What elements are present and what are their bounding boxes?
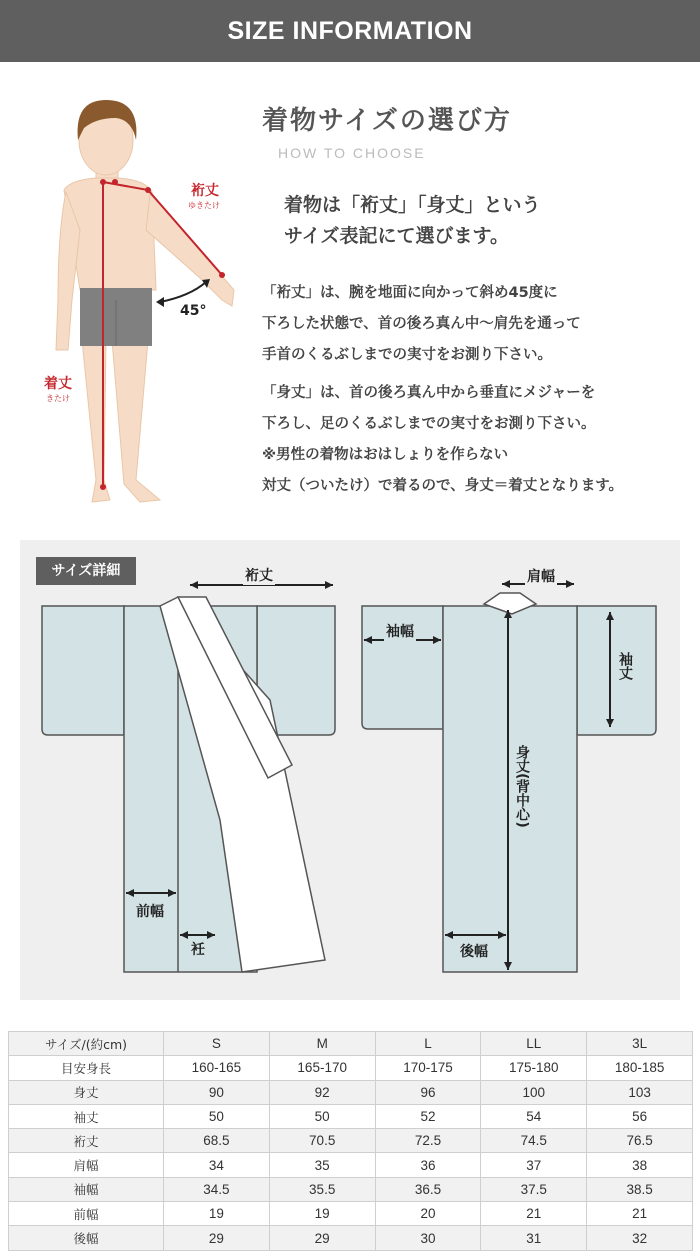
- angle-label: 45°: [180, 303, 207, 319]
- table-cell: 100: [481, 1080, 587, 1104]
- description-line: 対丈（ついたけ）で着るので、身丈＝着丈となります。: [262, 478, 624, 494]
- row-label-cell: 肩幅: [9, 1153, 164, 1177]
- table-row: [9, 1080, 693, 1104]
- table-header-cell: 3L: [587, 1032, 693, 1056]
- table-cell: 38: [587, 1153, 693, 1177]
- kitake-reading: きたけ: [46, 394, 70, 403]
- table-cell: 29: [269, 1226, 375, 1250]
- table-cell: 90: [164, 1080, 270, 1104]
- table-cell: 20: [375, 1202, 481, 1226]
- table-cell: 34.5: [164, 1177, 270, 1201]
- table-cell: 175-180: [481, 1056, 587, 1080]
- row-label-cell: 身丈: [9, 1080, 164, 1104]
- table-row: [9, 1177, 693, 1201]
- maehaba-label: 前幅: [134, 901, 166, 921]
- description-line: 下ろした状態で、首の後ろ真ん中～肩先を通って: [262, 316, 581, 332]
- table-cell: 30: [375, 1226, 481, 1250]
- description-line: 「裄丈」は、腕を地面に向かって斜め45度に: [262, 285, 558, 301]
- table-cell: 36: [375, 1153, 481, 1177]
- sodehaba-label: 袖幅: [384, 621, 416, 641]
- table-header-cell: L: [375, 1032, 481, 1056]
- table-cell: 76.5: [587, 1129, 693, 1153]
- table-cell: 37.5: [481, 1177, 587, 1201]
- table-header-row: [9, 1032, 693, 1056]
- table-row: [9, 1056, 693, 1080]
- yukitake-label: 裄丈: [243, 565, 275, 585]
- table-cell: 19: [269, 1202, 375, 1226]
- table-cell: 19: [164, 1202, 270, 1226]
- table-cell: 36.5: [375, 1177, 481, 1201]
- header-bar: [0, 0, 700, 62]
- table-header-cell: S: [164, 1032, 270, 1056]
- row-label-cell: 後幅: [9, 1226, 164, 1250]
- guide-lead: [284, 190, 541, 252]
- table-cell: 52: [375, 1104, 481, 1128]
- table-cell: 50: [164, 1104, 270, 1128]
- table-cell: 32: [587, 1226, 693, 1250]
- table-cell: 34: [164, 1153, 270, 1177]
- yukitake-reading: ゆきたけ: [188, 201, 220, 210]
- table-cell: 70.5: [269, 1129, 375, 1153]
- table-row: [9, 1202, 693, 1226]
- ushirohaba-label: 後幅: [458, 941, 490, 961]
- yukitake-figure-label: 裄丈: [191, 183, 219, 199]
- body-measurement-figure: [0, 62, 260, 512]
- table-cell: 29: [164, 1226, 270, 1250]
- okumi-label: 衽: [189, 939, 207, 959]
- table-cell: 35: [269, 1153, 375, 1177]
- table-cell: 170-175: [375, 1056, 481, 1080]
- guide-title: 着物サイズの選び方: [262, 106, 512, 136]
- table-row: [9, 1226, 693, 1250]
- table-cell: 21: [481, 1202, 587, 1226]
- table-cell: 21: [587, 1202, 693, 1226]
- table-cell: 96: [375, 1080, 481, 1104]
- description-line: ※男性の着物はおはしょりを作らない: [262, 447, 509, 463]
- row-label-cell: 目安身長: [9, 1056, 164, 1080]
- mitake-label: 身丈(背中心): [510, 745, 534, 828]
- guide-subtitle: HOW TO CHOOSE: [278, 145, 426, 161]
- katahaba-label: 肩幅: [525, 566, 557, 586]
- table-header-cell: サイズ/(約cm): [9, 1032, 164, 1056]
- table-cell: 37: [481, 1153, 587, 1177]
- table-cell: 35.5: [269, 1177, 375, 1201]
- kitake-figure-label: 着丈: [44, 376, 72, 392]
- table-header-cell: LL: [481, 1032, 587, 1056]
- table-cell: 56: [587, 1104, 693, 1128]
- table-cell: 72.5: [375, 1129, 481, 1153]
- description-line: 下ろし、足のくるぶしまでの実寸をお測り下さい。: [262, 416, 596, 432]
- kimono-diagram: [20, 540, 680, 1000]
- table-cell: 31: [481, 1226, 587, 1250]
- table-row: [9, 1129, 693, 1153]
- table-cell: 38.5: [587, 1177, 693, 1201]
- description-line: 「身丈」は、首の後ろ真ん中から垂直にメジャーを: [262, 385, 596, 401]
- mitake-description: [262, 378, 623, 502]
- size-table: [8, 1031, 693, 1251]
- table-cell: 180-185: [587, 1056, 693, 1080]
- table-cell: 54: [481, 1104, 587, 1128]
- table-cell: 74.5: [481, 1129, 587, 1153]
- table-cell: 165-170: [269, 1056, 375, 1080]
- lead-line: サイズ表記にて選びます。: [284, 225, 509, 247]
- table-cell: 92: [269, 1080, 375, 1104]
- table-row: [9, 1153, 693, 1177]
- size-detail-tag: サイズ詳細: [36, 557, 136, 585]
- lead-line: 着物は「裄丈」「身丈」という: [284, 194, 541, 216]
- page-title: SIZE INFORMATION: [227, 17, 473, 45]
- row-label-cell: 裄丈: [9, 1129, 164, 1153]
- yukitake-description: [262, 278, 581, 371]
- table-row: [9, 1104, 693, 1128]
- table-cell: 103: [587, 1080, 693, 1104]
- table-cell: 50: [269, 1104, 375, 1128]
- row-label-cell: 袖丈: [9, 1104, 164, 1128]
- description-line: 手首のくるぶしまでの実寸をお測り下さい。: [262, 347, 552, 363]
- table-cell: 68.5: [164, 1129, 270, 1153]
- table-cell: 160-165: [164, 1056, 270, 1080]
- row-label-cell: 前幅: [9, 1202, 164, 1226]
- angle-arc: [160, 282, 206, 302]
- table-header-cell: M: [269, 1032, 375, 1056]
- row-label-cell: 袖幅: [9, 1177, 164, 1201]
- sodetake-label: 袖丈: [613, 652, 637, 680]
